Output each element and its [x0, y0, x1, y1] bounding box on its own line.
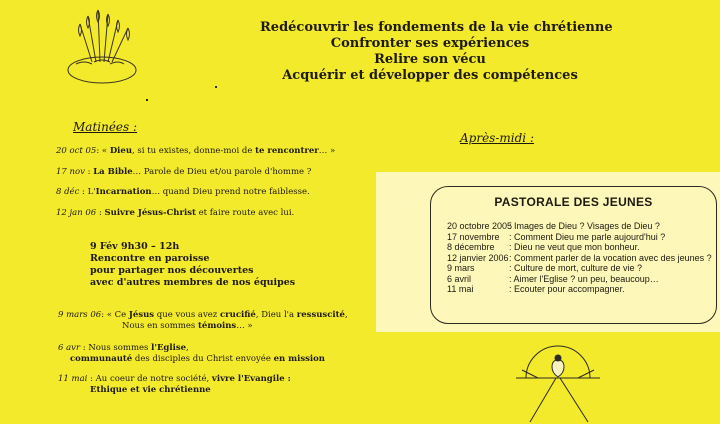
- schedule-row: [447, 242, 712, 253]
- show-through-text: [201, 28, 216, 55]
- schedule-row: [447, 253, 712, 264]
- schedule-topic: : Dieu ne veut que mon bonheur.: [509, 242, 640, 252]
- entry-keyword: l'Eglise: [151, 343, 187, 353]
- schedule-row: [447, 221, 712, 232]
- schedule-date: 12 janvier 2006: [447, 252, 509, 263]
- entry-text: : « Ce: [101, 310, 129, 320]
- matinee-entry-april: [58, 343, 325, 365]
- entry-keyword: crucifié: [219, 310, 256, 320]
- entry-keyword: Suivre Jésus-Christ: [104, 208, 196, 218]
- february-line: avec d'autres membres de nos équipes: [90, 277, 296, 288]
- entry-text: : L': [79, 187, 96, 197]
- schedule-date: 17 novembre: [447, 231, 500, 242]
- entry-date: 8 déc: [56, 187, 80, 197]
- entry-date: 11 mai: [58, 374, 88, 384]
- entry-text: que vous avez: [154, 310, 220, 320]
- matinee-entry-march: [58, 310, 348, 332]
- schedule-topic: : Culture de mort, culture de vie ?: [509, 263, 643, 273]
- entry-date: 17 nov: [56, 167, 85, 177]
- schedule-topic: : Ecouter pour accompagner.: [509, 284, 625, 294]
- entry-keyword: Dieu: [109, 146, 133, 156]
- february-date: 9 Fév 9h30 – 12h: [90, 241, 180, 252]
- entry-keyword: vivre l'Evangile :: [211, 374, 291, 384]
- entry-text: et faire route avec lui.: [195, 208, 295, 218]
- schedule-date: 11 mai: [447, 284, 474, 294]
- schedule-row: [447, 274, 712, 285]
- entry-text: … »: [236, 321, 253, 331]
- entry-text: ,: [186, 343, 189, 353]
- matinee-entry-may: [58, 374, 291, 396]
- entry-keyword: te rencontrer: [255, 146, 319, 156]
- objective-line: Confronter ses expériences: [330, 36, 530, 51]
- objective-line: Relire son vécu: [374, 52, 486, 67]
- schedule-date: 20 octobre 2005: [447, 221, 513, 231]
- entry-text: , si tu existes, donne-moi de: [132, 146, 256, 156]
- matinees-heading: Matinées :: [73, 120, 138, 134]
- schedule-list: [447, 221, 712, 295]
- schedule-topic: : Comment parler de la vocation avec des jeunes ?: [509, 252, 712, 263]
- entry-text: : «: [96, 146, 110, 156]
- entry-text: … Parole de Dieu et/ou parole d'homme ?: [132, 167, 312, 177]
- entry-text: ,: [344, 310, 348, 320]
- february-meeting: [90, 241, 295, 289]
- matinee-entry: [56, 167, 311, 178]
- entry-text: … quand Dieu prend notre faiblesse.: [151, 187, 310, 197]
- matinee-entry: [56, 187, 310, 198]
- scan-dot: [215, 86, 217, 88]
- matinee-entry: [56, 208, 294, 219]
- entry-date: 20 oct 05: [56, 146, 97, 156]
- entry-date: 12 jan 06: [56, 208, 97, 218]
- entry-text: … »: [318, 146, 336, 156]
- february-line: Rencontre en paroisse: [90, 253, 210, 264]
- schedule-row: [447, 232, 712, 243]
- objective-line: Acquérir et développer des compétences: [282, 68, 578, 83]
- sunrise-figure-illustration: [510, 334, 606, 424]
- schedule-date: 6 avril: [447, 273, 472, 284]
- schedule-row: [447, 263, 712, 274]
- entry-keyword: communauté: [70, 354, 133, 364]
- objectives-header: [260, 20, 613, 84]
- entry-keyword: Jésus: [128, 310, 155, 320]
- wheat-bread-illustration: [58, 6, 148, 88]
- entry-keyword: témoins: [198, 321, 237, 331]
- box-title: PASTORALE DES JEUNES: [494, 195, 653, 209]
- schedule-topic: : Aimer l'Eglise ? un peu, beaucoup…: [509, 273, 659, 284]
- entry-keyword: La Bible: [93, 167, 133, 177]
- matinee-entry: [56, 146, 335, 157]
- february-line: pour partager nos découvertes: [90, 265, 254, 276]
- entry-keyword: Ethique et vie chrétienne: [90, 385, 211, 395]
- schedule-date: 8 décembre: [447, 242, 495, 252]
- entry-keyword: ressuscité: [296, 310, 345, 320]
- entry-date: 6 avr: [58, 343, 81, 353]
- entry-text: Nous en sommes: [122, 321, 198, 331]
- entry-text: des disciples du Christ envoyée: [132, 354, 274, 364]
- entry-text: :: [84, 167, 94, 177]
- entry-text: , Dieu l'a: [255, 310, 297, 320]
- entry-date: 9 mars 06: [58, 310, 102, 320]
- entry-text: : Nous sommes: [80, 343, 152, 353]
- schedule-topic: : Comment Dieu me parle aujourd'hui ?: [509, 231, 666, 242]
- youth-pastoral-box: [430, 186, 717, 324]
- apres-midi-heading: Après-midi :: [460, 131, 534, 145]
- schedule-date: 9 mars: [447, 263, 475, 273]
- schedule-topic: : Images de Dieu ? Visages de Dieu ?: [509, 221, 660, 231]
- scan-dot: [146, 99, 148, 101]
- entry-keyword: en mission: [273, 354, 325, 364]
- entry-text: : Au coeur de notre société,: [87, 374, 212, 384]
- entry-text: :: [96, 208, 105, 218]
- schedule-row: [447, 284, 712, 295]
- entry-keyword: Incarnation: [95, 187, 152, 197]
- objective-line: Redécouvrir les fondements de la vie chrétienne: [260, 20, 613, 35]
